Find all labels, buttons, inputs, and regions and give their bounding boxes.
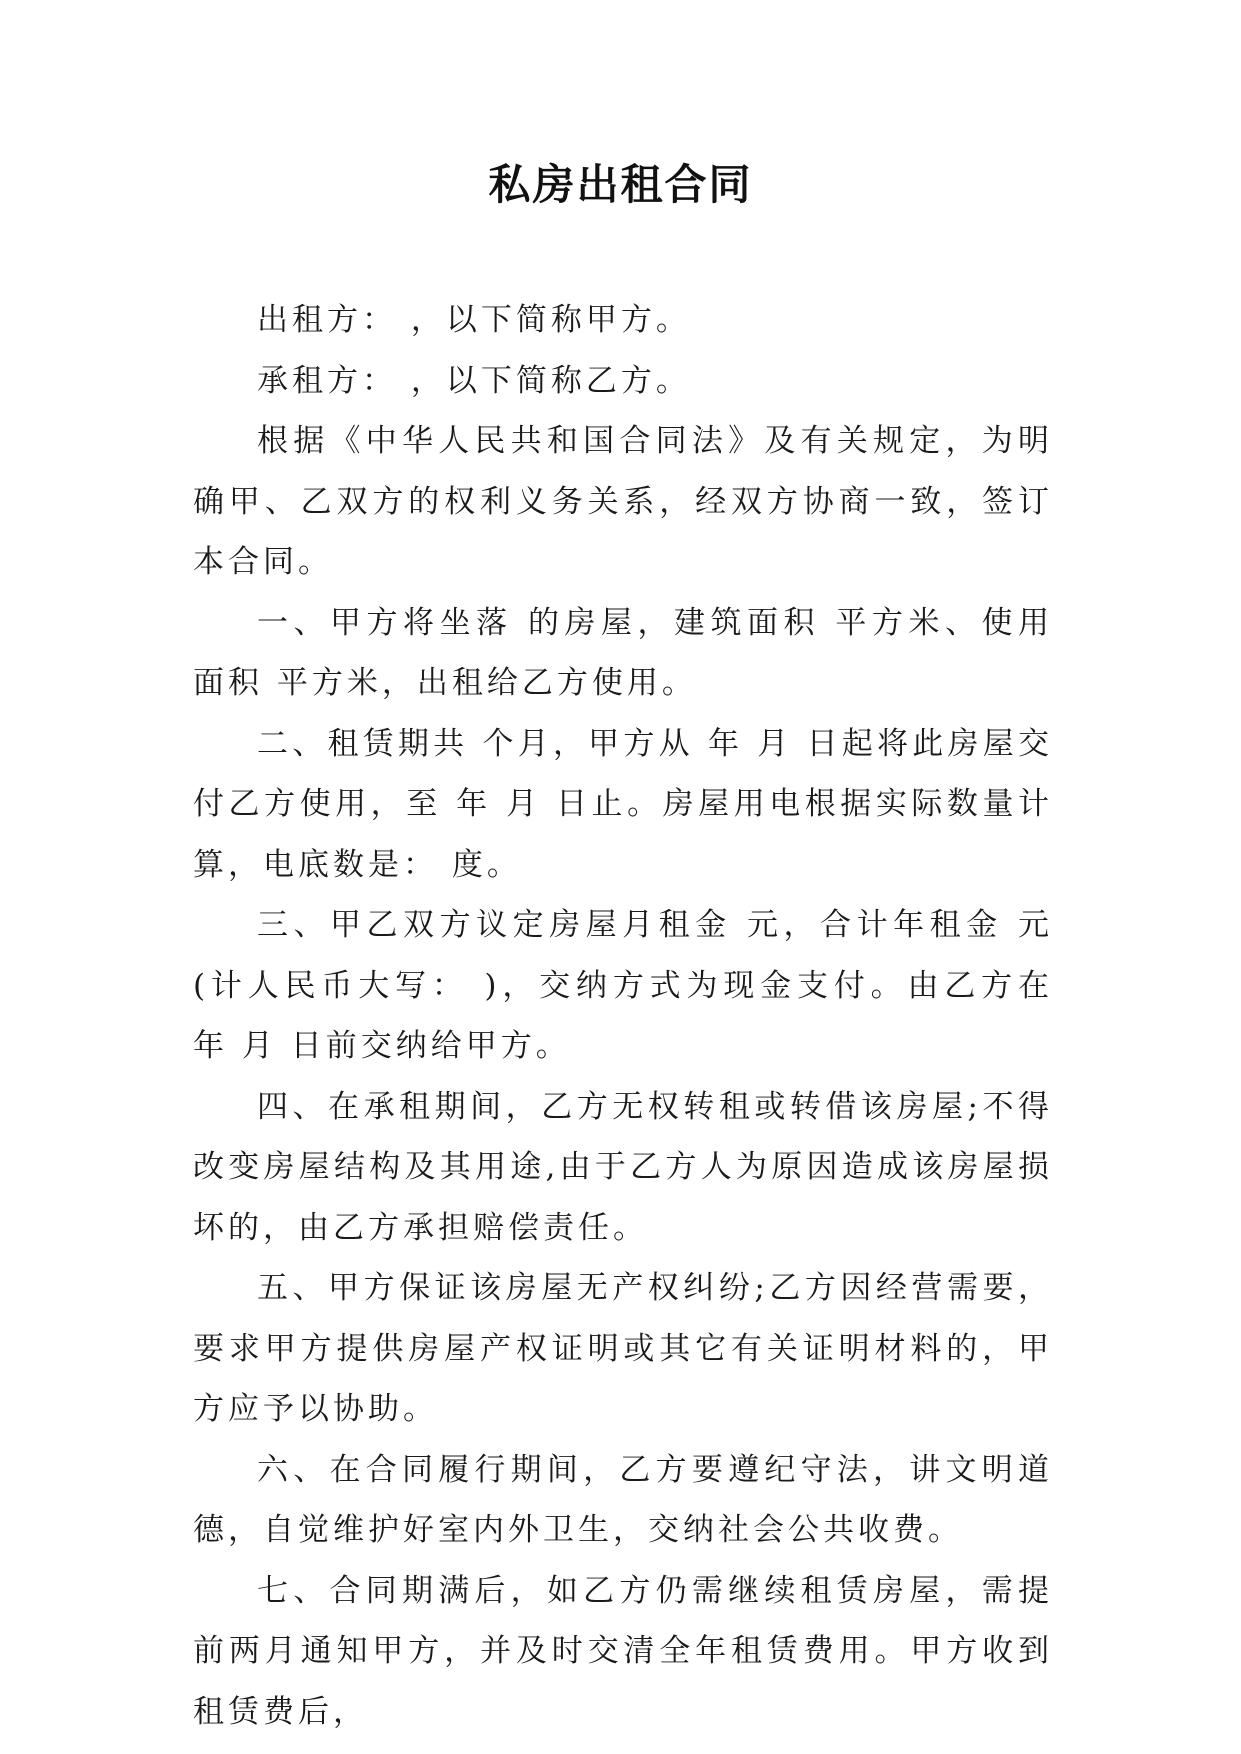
clause-5: 五、甲方保证该房屋无产权纠纷;乙方因经营需要，要求甲方提供房屋产权证明或其它有关证明材料的，甲方应予以协助。: [193, 1270, 1053, 1427]
document-body: [193, 290, 1053, 1742]
paragraph-preamble: 根据《中华人民共和国合同法》及有关规定，为明确甲、乙双方的权利义务关系，经双方协商一致，签订本合同。: [193, 423, 1053, 580]
clause-4: 四、在承租期间，乙方无权转租或转借该房屋;不得改变房屋结构及其用途,由于乙方人为原因造成该房屋损坏的，由乙方承担赔偿责任。: [193, 1088, 1053, 1246]
document-title: 私房出租合同: [488, 160, 753, 209]
paragraph-lessee: 承租方： ，以下简称乙方。: [257, 362, 691, 399]
clause-6: 六、在合同履行期间，乙方要遵纪守法，讲文明道德，自觉维护好室内外卫生，交纳社会公共收费。: [193, 1451, 1053, 1548]
clause-1: 一、甲方将坐落 的房屋，建筑面积 平方米、使用面积 平方米，出租给乙方使用。: [193, 604, 1053, 701]
clause-2: 二、租赁期共 个月，甲方从 年 月 日起将此房屋交付乙方使用，至 年 月 日止。房屋用电根据实际数量计算，电底数是： 度。: [193, 725, 1053, 883]
paragraph-lessor: 出租方： ，以下简称甲方。: [257, 302, 691, 338]
clause-7: 七、合同期满后，如乙方仍需继续租赁房屋，需提前两月通知甲方，并及时交清全年租赁费用。甲方收到租赁费后，: [193, 1572, 1053, 1730]
clause-3: 三、甲乙双方议定房屋月租金 元，合计年租金 元(计人民币大写： )，交纳方式为现金支付。由乙方在 年 月 日前交纳给甲方。: [193, 907, 1053, 1064]
